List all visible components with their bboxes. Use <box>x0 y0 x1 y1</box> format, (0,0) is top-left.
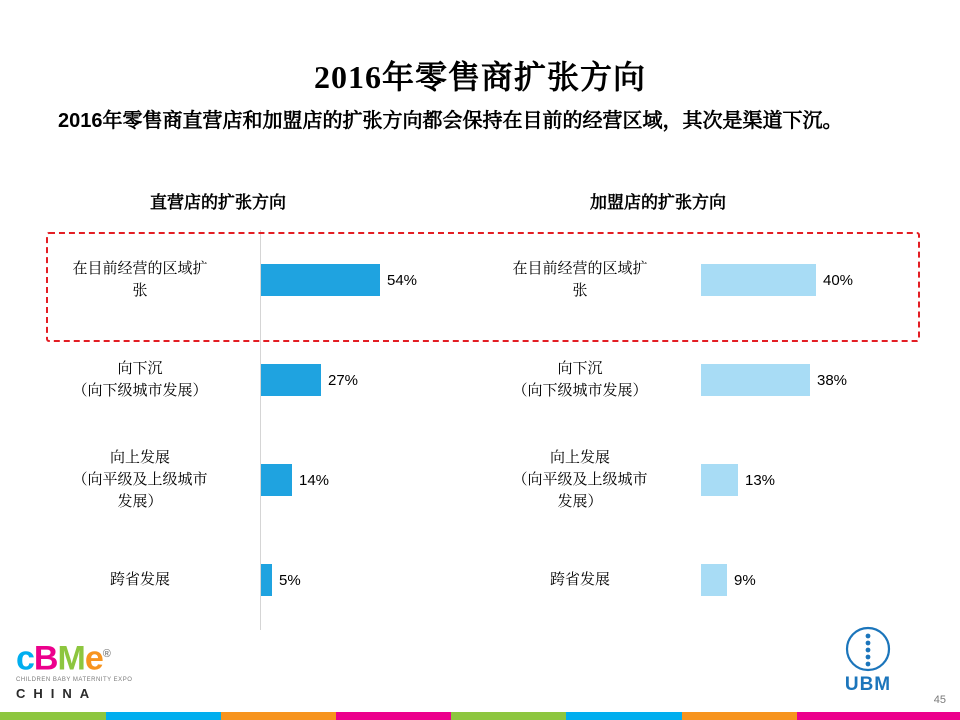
category-label: 向下沉 （向下级城市发展） <box>72 360 208 399</box>
chart-left-rows <box>40 230 480 630</box>
chart-bar-row <box>480 330 920 430</box>
bar-value-label: 54% <box>387 271 418 289</box>
chart-left-title: 直营店的扩张方向 <box>150 193 286 212</box>
category-label: 向下沉 （向下级城市发展） <box>512 360 648 399</box>
bar <box>261 464 292 496</box>
cbme-logo-country: CHINA <box>16 686 98 702</box>
bar <box>701 364 810 396</box>
bar-value-label: 13% <box>745 471 776 489</box>
bar-wrap <box>250 230 480 330</box>
cbme-logo <box>16 636 206 702</box>
bar <box>261 264 380 296</box>
chart-bar-row <box>40 230 480 330</box>
chart-bar-row <box>480 530 920 630</box>
bar-wrap <box>690 430 920 530</box>
footer-color-bar <box>0 712 960 720</box>
page-title: 2016年零售商扩张方向 <box>313 59 646 95</box>
cbme-logo-wordmark: cBMe® <box>16 639 110 678</box>
category-label: 跨省发展 <box>109 571 170 588</box>
chart-bar-row <box>40 530 480 630</box>
bar-value-label: 9% <box>734 571 756 589</box>
category-label: 向上发展 （向平级及上级城市 发展） <box>72 449 208 510</box>
chart-bar-row <box>40 330 480 430</box>
bar <box>261 564 272 596</box>
bar-value-label: 27% <box>328 371 359 389</box>
page-subtitle: 2016年零售商直营店和加盟店的扩张方向都会保持在目前的经营区域，其次是渠道下沉。 <box>58 110 843 132</box>
bar <box>701 264 816 296</box>
bar-value-label: 38% <box>817 371 848 389</box>
chart-right-title: 加盟店的扩张方向 <box>590 193 726 212</box>
bar-wrap <box>250 330 480 430</box>
chart-left <box>40 188 480 648</box>
bar-value-label: 5% <box>279 571 301 589</box>
bar <box>701 464 738 496</box>
bar-value-label: 14% <box>299 471 330 489</box>
ubm-logo-text: UBM <box>844 674 892 695</box>
bar <box>261 364 321 396</box>
chart-right <box>480 188 920 648</box>
category-label: 向上发展 （向平级及上级城市 发展） <box>512 449 648 510</box>
cbme-logo-tagline: CHILDREN BABY MATERNITY EXPO <box>16 677 133 684</box>
chart-bar-row <box>480 430 920 530</box>
chart-right-rows <box>480 230 920 630</box>
category-label: 在目前经营的区域扩 张 <box>72 260 208 299</box>
chart-bar-row <box>40 430 480 530</box>
bar-wrap <box>250 530 480 630</box>
bar-value-label: 40% <box>823 271 854 289</box>
chart-bar-row <box>480 230 920 330</box>
bar-wrap <box>690 230 920 330</box>
category-label: 跨省发展 <box>549 571 610 588</box>
ubm-logo <box>822 626 914 696</box>
charts-container <box>0 188 960 648</box>
bar <box>701 564 727 596</box>
category-label: 在目前经营的区域扩 张 <box>512 260 648 299</box>
bar-wrap <box>250 430 480 530</box>
ubm-logo-mark <box>845 626 891 672</box>
bar-wrap <box>690 330 920 430</box>
page-number: 45 <box>933 694 946 706</box>
bar-wrap <box>690 530 920 630</box>
